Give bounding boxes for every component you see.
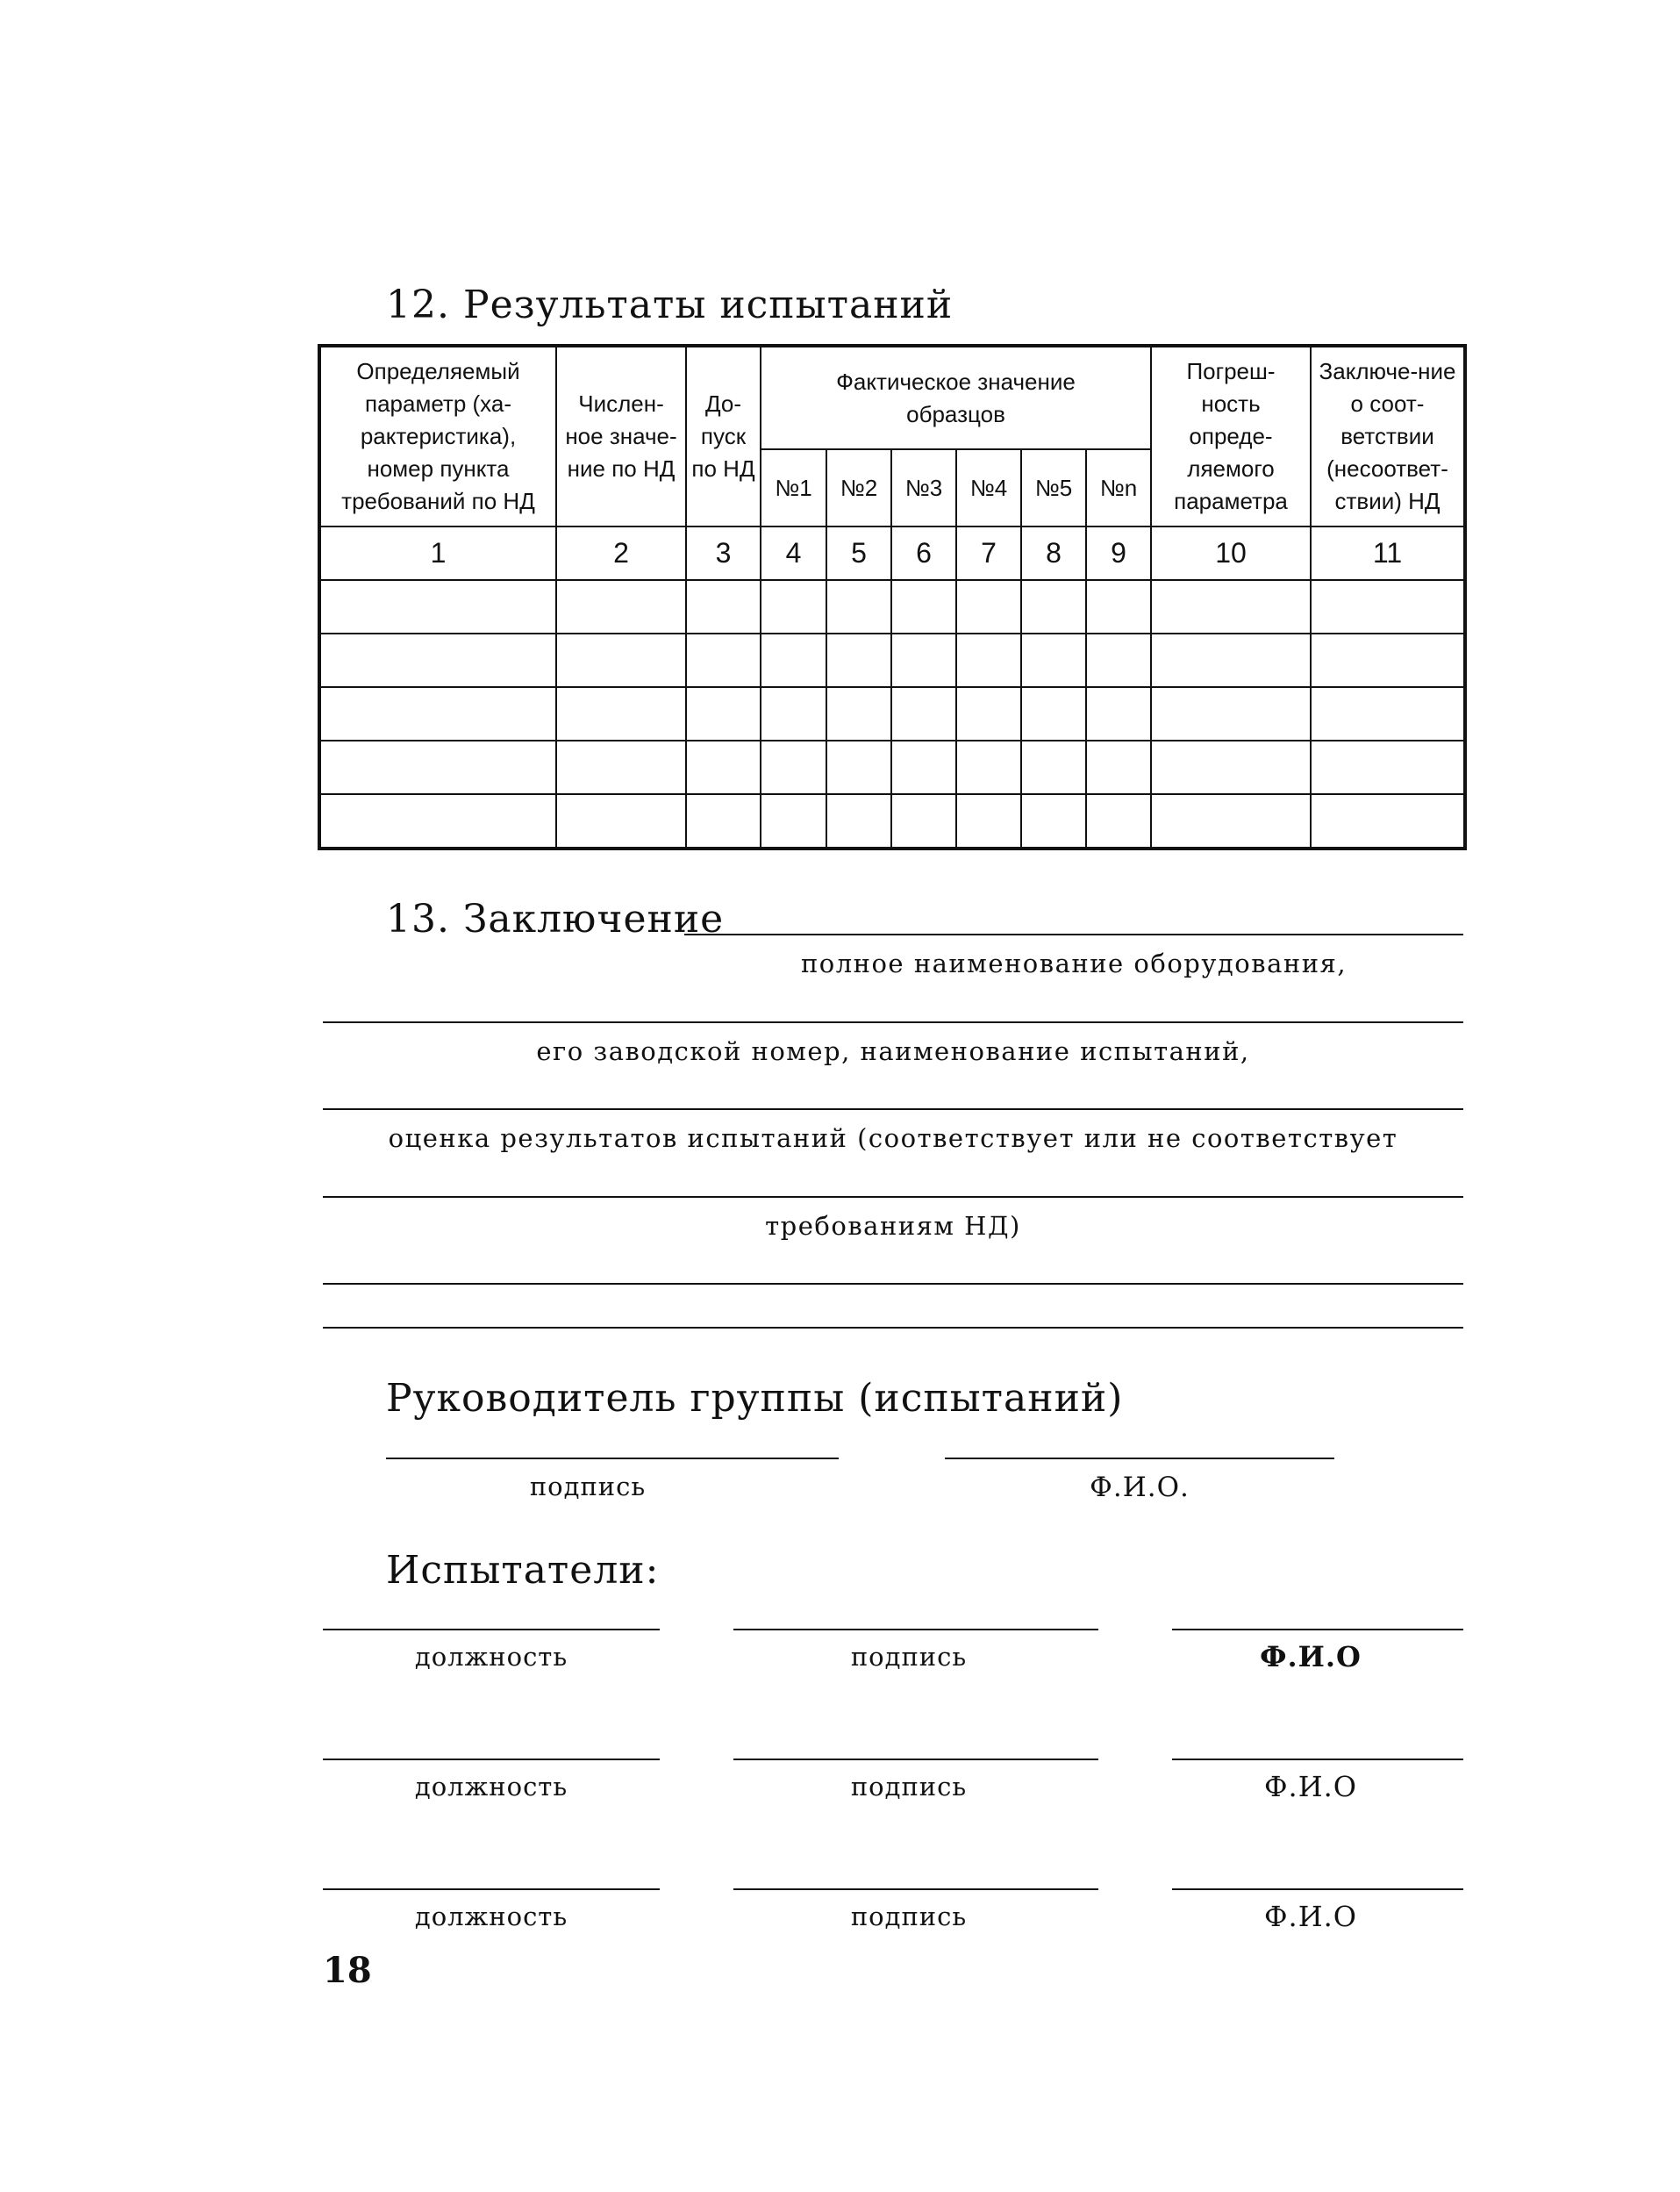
table-cell[interactable] xyxy=(956,580,1021,634)
caption-equipment-name: полное наименование оборудования, xyxy=(800,949,1348,978)
table-cell[interactable] xyxy=(1086,580,1151,634)
tester-name-label: Ф.И.О xyxy=(1263,1770,1358,1803)
tester-position-label: должность xyxy=(414,1642,568,1672)
table-cell[interactable] xyxy=(686,687,761,741)
group-head-name-line[interactable] xyxy=(945,1458,1334,1459)
header-sample-3: №3 xyxy=(891,449,956,527)
column-numbers-row xyxy=(319,527,1465,580)
caption-results-evaluation: оценка результатов испытаний (соответствует или не соответствует xyxy=(388,1123,1398,1153)
table-cell[interactable] xyxy=(319,687,556,741)
table-cell[interactable] xyxy=(761,741,826,794)
table-cell[interactable] xyxy=(826,794,891,849)
table-cell[interactable] xyxy=(319,634,556,687)
table-cell[interactable] xyxy=(826,634,891,687)
table-cell[interactable] xyxy=(1151,580,1311,634)
section-13-title: 13. Заключение xyxy=(386,897,725,942)
table-cell[interactable] xyxy=(956,794,1021,849)
header-sample-1: №1 xyxy=(761,449,826,527)
table-cell[interactable] xyxy=(556,634,686,687)
testers-title: Испытатели: xyxy=(386,1548,660,1593)
table-cell[interactable] xyxy=(891,794,956,849)
table-cell[interactable] xyxy=(891,687,956,741)
tester-position-label: должность xyxy=(414,1772,568,1802)
table-cell[interactable] xyxy=(1021,580,1086,634)
column-number: 9 xyxy=(1086,527,1151,580)
tester-name-line[interactable] xyxy=(1172,1759,1463,1760)
table-cell[interactable] xyxy=(1151,634,1311,687)
page-number: 18 xyxy=(323,1950,372,1991)
table-row xyxy=(319,687,1465,741)
table-cell[interactable] xyxy=(556,741,686,794)
section-12-title: 12. Результаты испытаний xyxy=(386,283,954,327)
header-actual-values: Фактическое значение образцов xyxy=(761,346,1151,449)
column-number: 7 xyxy=(956,527,1021,580)
table-cell[interactable] xyxy=(826,741,891,794)
header-sample-n: №n xyxy=(1086,449,1151,527)
tester-signature-line[interactable] xyxy=(733,1629,1098,1630)
table-row xyxy=(319,580,1465,634)
tester-position-line[interactable] xyxy=(323,1629,660,1630)
table-cell[interactable] xyxy=(1311,580,1465,634)
table-cell[interactable] xyxy=(1086,687,1151,741)
group-head-title: Руководитель группы (испытаний) xyxy=(386,1376,1124,1421)
tester-position-line[interactable] xyxy=(323,1759,660,1760)
tester-name-line[interactable] xyxy=(1172,1888,1463,1890)
header-error: Погреш-ность опреде-ляемого параметра xyxy=(1151,346,1311,527)
table-cell[interactable] xyxy=(1311,634,1465,687)
conclusion-line-1[interactable] xyxy=(684,934,1463,935)
table-cell[interactable] xyxy=(686,794,761,849)
caption-serial-number: его заводской номер, наименование испытаний, xyxy=(536,1036,1250,1066)
table-cell[interactable] xyxy=(891,634,956,687)
table-cell[interactable] xyxy=(956,687,1021,741)
table-cell[interactable] xyxy=(556,687,686,741)
table-cell[interactable] xyxy=(1151,794,1311,849)
table-cell[interactable] xyxy=(761,687,826,741)
table-cell[interactable] xyxy=(826,687,891,741)
results-table xyxy=(318,344,1467,850)
tester-position-line[interactable] xyxy=(323,1888,660,1890)
table-cell[interactable] xyxy=(686,634,761,687)
table-cell[interactable] xyxy=(1021,687,1086,741)
tester-signature-label: подпись xyxy=(850,1772,968,1802)
column-number: 1 xyxy=(319,527,556,580)
conclusion-line-3[interactable] xyxy=(323,1108,1463,1110)
table-row xyxy=(319,741,1465,794)
table-cell[interactable] xyxy=(1021,794,1086,849)
table-cell[interactable] xyxy=(1151,741,1311,794)
tester-name-line[interactable] xyxy=(1172,1629,1463,1630)
column-number: 2 xyxy=(556,527,686,580)
header-sample-4: №4 xyxy=(956,449,1021,527)
table-cell[interactable] xyxy=(1086,741,1151,794)
table-row xyxy=(319,634,1465,687)
tester-position-label: должность xyxy=(414,1902,568,1931)
table-cell[interactable] xyxy=(686,741,761,794)
conclusion-line-2[interactable] xyxy=(323,1021,1463,1023)
caption-requirements: требованиям НД) xyxy=(765,1211,1021,1241)
table-cell[interactable] xyxy=(556,794,686,849)
column-number: 11 xyxy=(1311,527,1465,580)
group-head-signature-label: подпись xyxy=(529,1472,647,1501)
table-cell[interactable] xyxy=(956,634,1021,687)
table-cell[interactable] xyxy=(686,580,761,634)
table-cell[interactable] xyxy=(1311,794,1465,849)
column-number: 5 xyxy=(826,527,891,580)
tester-name-label: Ф.И.О xyxy=(1260,1640,1362,1673)
table-cell[interactable] xyxy=(761,580,826,634)
table-cell[interactable] xyxy=(826,580,891,634)
table-cell[interactable] xyxy=(1086,794,1151,849)
header-numeric-value: Числен-ное значе-ние по НД xyxy=(556,346,686,527)
table-row xyxy=(319,794,1465,849)
header-sample-5: №5 xyxy=(1021,449,1086,527)
table-cell[interactable] xyxy=(1021,634,1086,687)
table-cell[interactable] xyxy=(319,580,556,634)
table-cell[interactable] xyxy=(319,794,556,849)
column-number: 10 xyxy=(1151,527,1311,580)
column-number: 8 xyxy=(1021,527,1086,580)
tester-signature-label: подпись xyxy=(850,1642,968,1672)
table-cell[interactable] xyxy=(319,741,556,794)
conclusion-line-6[interactable] xyxy=(323,1327,1463,1329)
group-head-signature-line[interactable] xyxy=(386,1458,839,1459)
header-sample-2: №2 xyxy=(826,449,891,527)
tester-signature-line[interactable] xyxy=(733,1759,1098,1760)
table-cell[interactable] xyxy=(956,741,1021,794)
header-conclusion: Заключе-ние о соот-ветствии (несоответ-ствии) НД xyxy=(1311,346,1465,527)
table-cell[interactable] xyxy=(891,741,956,794)
group-head-name-label: Ф.И.О. xyxy=(1090,1472,1190,1503)
header-tolerance: До-пуск по НД xyxy=(686,346,761,527)
table-cell[interactable] xyxy=(1021,741,1086,794)
table-cell[interactable] xyxy=(1311,741,1465,794)
table-cell[interactable] xyxy=(556,580,686,634)
column-number: 6 xyxy=(891,527,956,580)
header-param: Определяемый параметр (ха-рактеристика), номер пункта требований по НД xyxy=(319,346,556,527)
table-cell[interactable] xyxy=(1151,687,1311,741)
table-cell[interactable] xyxy=(1086,634,1151,687)
tester-signature-label: подпись xyxy=(850,1902,968,1931)
table-cell[interactable] xyxy=(1311,687,1465,741)
conclusion-line-5[interactable] xyxy=(323,1283,1463,1285)
table-cell[interactable] xyxy=(761,634,826,687)
conclusion-line-4[interactable] xyxy=(323,1196,1463,1198)
column-number: 3 xyxy=(686,527,761,580)
table-cell[interactable] xyxy=(891,580,956,634)
tester-name-label: Ф.И.О xyxy=(1263,1900,1358,1933)
column-number: 4 xyxy=(761,527,826,580)
tester-signature-line[interactable] xyxy=(733,1888,1098,1890)
table-cell[interactable] xyxy=(761,794,826,849)
